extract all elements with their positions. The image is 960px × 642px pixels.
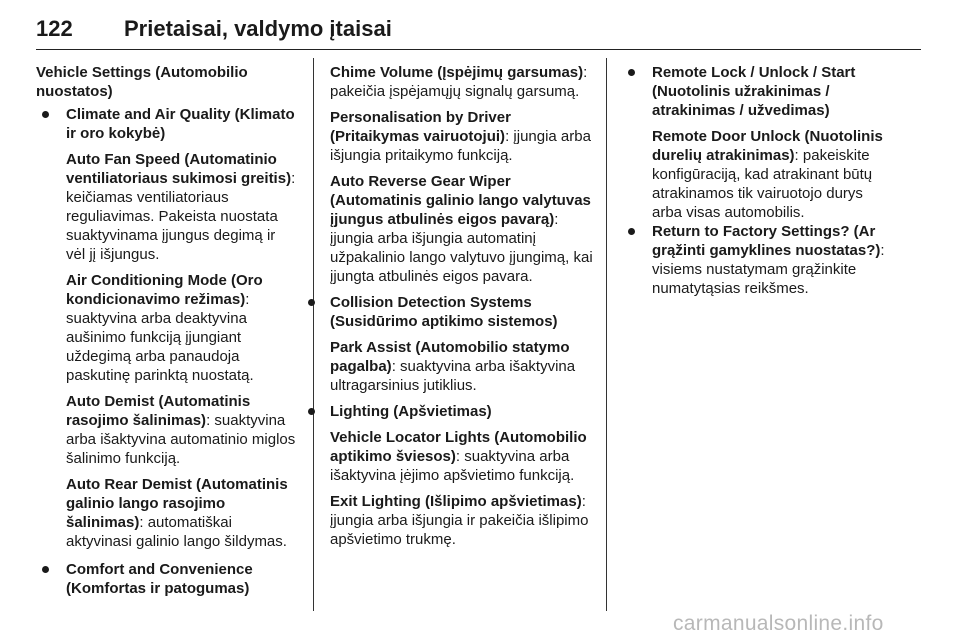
column-divider-right [606, 58, 607, 611]
setting-term: Auto Rear Demist (Automatinis galinio lango rasojimo šalinimas) [66, 476, 288, 531]
setting-desc: : visiems nustatymam grąžinkite numatytąsias reikšmes. [652, 242, 885, 297]
setting-term: Personalisation by Driver (Pritaikymas vairuotojui) [330, 109, 511, 145]
setting-desc: : keičiamas ventiliatoriaus reguliavimas. Pakeista nuostata suaktyvinama įjungus degimą ir vėl jį išjungus. [66, 170, 296, 263]
setting-entry [330, 338, 595, 395]
setting-entry [330, 63, 595, 101]
setting-term: Park Assist (Automobilio statymo pagalba) [330, 339, 570, 375]
bullet-icon [42, 566, 49, 573]
list-item [308, 293, 595, 331]
column-3 [622, 63, 892, 298]
setting-entry [330, 492, 595, 549]
setting-desc: : įjungia arba išjungia ir pakeičia išlipimo apšvietimo trukmę. [330, 493, 589, 548]
setting-desc: : suaktyvina arba išaktyvina įėjimo apšvietimo funkciją. [330, 448, 575, 484]
bullet-label: Climate and Air Quality (Klimato ir oro kokybė) [66, 106, 295, 142]
setting-entry [36, 150, 298, 264]
setting-entry [36, 271, 298, 385]
bullet-icon [628, 228, 635, 235]
setting-desc: : pakeiskite konfigūraciją, kad atrakinant būtų atrakinamos tik vairuotojo durys arba visas automobilis. [652, 147, 873, 221]
bullet-label: Collision Detection Systems (Susidūrimo aptikimo sistemos) [330, 294, 558, 330]
section-title: Vehicle Settings (Automobilio nuostatos) [36, 64, 248, 100]
watermark: carmanualsonline.info [673, 612, 884, 635]
bullet-label: Remote Lock / Unlock / Start (Nuotolinis užrakinimas / atrakinimas / užvedimas) [652, 64, 856, 119]
bullet-label: Lighting (Apšvietimas) [330, 403, 492, 420]
setting-entry [330, 172, 595, 286]
setting-entry [36, 392, 298, 468]
list-item [622, 222, 892, 298]
page-header [36, 14, 921, 50]
setting-term: Chime Volume (Įspėjimų garsumas) [330, 64, 584, 81]
list-item [308, 402, 595, 421]
setting-desc: : įjungia arba išjungia automatinį užpakalinio lango valytuvo įjungimą, kai įjungta atbulinės eigos pavara. [330, 211, 593, 285]
column-divider-left [313, 58, 314, 611]
bullet-icon [308, 299, 315, 306]
column-1 [36, 63, 298, 598]
setting-term: Auto Fan Speed (Automatinio ventiliatoriaus sukimosi greitis) [66, 151, 292, 187]
list-item [36, 105, 298, 143]
list-item [36, 560, 298, 598]
setting-term: Remote Door Unlock (Nuotolinis durelių atrakinimas) [652, 128, 883, 164]
setting-entry [330, 428, 595, 485]
setting-term: Air Conditioning Mode (Oro kondicionavimo režimas) [66, 272, 263, 308]
page-number: 122 [36, 16, 73, 41]
column-2 [330, 63, 595, 549]
setting-desc: : įjungia arba išjungia pritaikymo funkciją. [330, 128, 591, 164]
setting-entry [36, 475, 298, 551]
setting-desc: : suaktyvina arba išaktyvina automatinio miglos šalinimo funkciją. [66, 412, 296, 467]
bullet-label: Comfort and Convenience (Komfortas ir patogumas) [66, 561, 253, 597]
setting-desc: : automatiškai aktyvinasi galinio lango šildymas. [66, 514, 287, 550]
list-item [622, 63, 892, 120]
bullet-icon [628, 69, 635, 76]
setting-term: Auto Reverse Gear Wiper (Automatinis galinio lango valytuvas įjungus atbulinės eigos pavarą) [330, 173, 591, 228]
bullet-label: Return to Factory Settings? (Ar grąžinti gamyklines nuostatas?) [652, 223, 881, 259]
setting-desc: : pakeičia įspėjamųjų signalų garsumą. [330, 64, 588, 100]
setting-term: Auto Demist (Automatinis rasojimo šalinimas) [66, 393, 251, 429]
setting-desc: : suaktyvina arba išaktyvina ultragarsinius jutiklius. [330, 358, 576, 394]
setting-entry [622, 127, 892, 222]
setting-desc: : suaktyvina arba deaktyvina aušinimo funkciją įjungiant uždegimą arba panaudoja paskutinę parinktą nuostatą. [66, 291, 254, 384]
setting-entry [330, 108, 595, 165]
page-title: Prietaisai, valdymo įtaisai [124, 16, 392, 41]
bullet-icon [308, 408, 315, 415]
setting-term: Vehicle Locator Lights (Automobilio aptikimo šviesos) [330, 429, 587, 465]
setting-term: Exit Lighting (Išlipimo apšvietimas) [330, 493, 582, 510]
bullet-icon [42, 111, 49, 118]
